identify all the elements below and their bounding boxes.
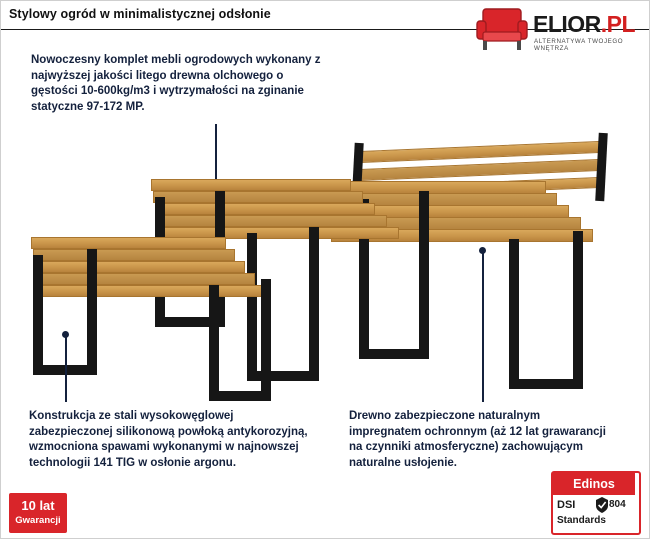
edinos-badge [551, 471, 641, 535]
checkmark-icon [595, 497, 609, 513]
callout-impregnation-description: Drewno zabezpieczone naturalnym impregnatem ochronnym (aż 12 lat grawarancji na czynniki atmosferyczne) zachowującym naturalne usłojenie. [349, 410, 606, 469]
edinos-badge-number: 804 [609, 499, 626, 510]
warranty-badge [9, 493, 67, 533]
leader-line-bottom-left [65, 334, 67, 402]
page-title: Stylowy ogród w minimalistycznej odsłonie [9, 7, 271, 21]
leader-line-bottom-right [482, 250, 484, 402]
callout-steel-description: Konstrukcja ze stali wysokowęglowej zabezpieczonej silikonową powłoką antykorozyjną, wzmocniona spawami wykonanymi w najnowszej technologii 141 TIG w osłonie argonu. [29, 410, 308, 469]
leader-dot-bottom-left [62, 331, 69, 338]
edinos-badge-dsi: DSI [557, 499, 576, 511]
logo-tagline: ALTERNATYWA TWOJEGO WNĘTRZA [534, 38, 624, 52]
warranty-badge-years: 10 lat [21, 498, 55, 513]
logo-suffix: .PL [600, 11, 636, 37]
armchair-icon [475, 5, 529, 53]
brand-logo [471, 5, 641, 57]
leader-dot-bottom-right [479, 247, 486, 254]
callout-wood-description: Nowoczesny komplet mebli ogrodowych wykonany z najwyższej jakości litego drewna olchowego o gęstości 10-600kg/m3 i wytrzymałości na zginanie statyczne 97-172 MP. [31, 54, 321, 113]
warranty-badge-label: Gwarancji [15, 515, 61, 526]
edinos-badge-standards: Standards [557, 515, 606, 526]
logo-name: ELIOR [533, 11, 601, 37]
edinos-badge-title: Edinos [553, 473, 635, 495]
logo-wordmark [533, 11, 635, 38]
product-illustration [1, 121, 650, 401]
